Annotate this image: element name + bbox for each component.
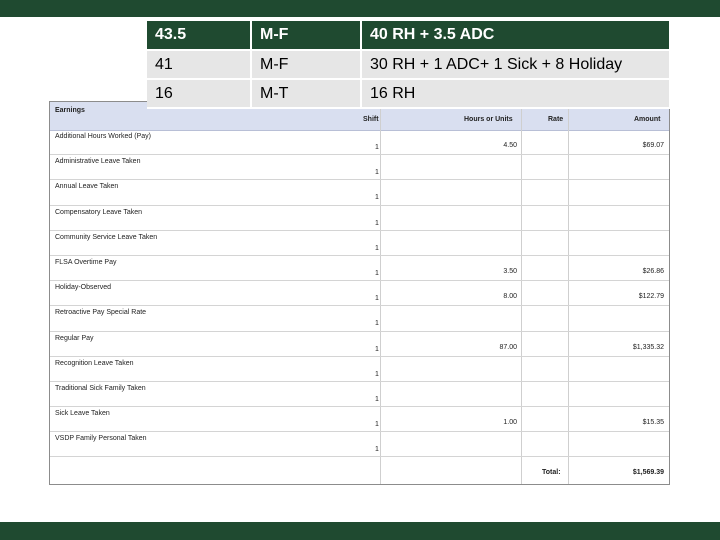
earning-hours: 87.00 [499,343,517,351]
earnings-row [50,332,669,357]
schedule-row [147,21,670,50]
earning-shift: 1 [375,446,379,454]
earning-type: Sick Leave Taken [55,410,110,418]
earning-type: Recognition Leave Taken [55,359,134,367]
earning-shift: 1 [375,244,379,252]
schedule-days: M-F [251,21,361,50]
earnings-row [50,357,669,382]
col-hours: Hours or Units [464,116,513,123]
col-shift: Shift [363,116,379,123]
earning-type: Holiday-Observed [55,284,112,292]
schedule-table [147,21,671,109]
earning-shift: 1 [375,194,379,202]
earnings-row [50,306,669,331]
earnings-row [50,155,669,180]
earnings-row [50,256,669,281]
schedule-days: M-F [251,50,361,79]
total-label: Total: [542,469,561,476]
earning-hours: 4.50 [503,142,517,149]
earnings-row [50,382,669,407]
earning-shift: 1 [375,169,379,177]
earning-shift: 1 [375,421,379,429]
earning-type: VSDP Family Personal Taken [55,435,147,443]
earning-shift: 1 [375,345,379,353]
schedule-row [147,79,670,108]
earning-type: FLSA Overtime Pay [55,258,117,266]
earnings-row [50,180,669,205]
earning-hours: 3.50 [503,267,517,275]
earnings-row [50,407,669,432]
schedule-row [147,50,670,79]
earnings-screenshot [49,101,670,485]
schedule-hours: 41 [147,50,251,79]
earning-hours: 1.00 [503,419,517,427]
earnings-title: Earnings [55,107,85,114]
schedule-breakdown: 40 RH + 3.5 ADC [361,21,670,50]
earning-type: Annual Leave Taken [55,183,119,191]
earnings-row [50,130,669,155]
earning-shift: 1 [375,370,379,378]
earnings-rows [50,130,669,457]
earning-shift: 1 [375,320,379,328]
earnings-total-row [50,460,669,486]
schedule-days: M-T [251,79,361,108]
earning-type: Administrative Leave Taken [55,158,141,166]
earnings-row [50,231,669,256]
col-rate: Rate [548,116,564,123]
earning-shift: 1 [375,269,379,277]
bottom-band [0,522,720,540]
earning-shift: 1 [375,219,379,227]
earning-type: Retroactive Pay Special Rate [55,309,147,317]
earning-type: Regular Pay [55,334,94,342]
earning-type: Community Service Leave Taken [55,233,158,241]
top-band [0,0,720,17]
earning-type: Additional Hours Worked (Pay) [55,133,151,140]
schedule-hours: 43.5 [147,21,251,50]
earning-hours: 8.00 [503,293,517,301]
schedule-breakdown: 30 RH + 1 ADC+ 1 Sick + 8 Holiday [361,50,670,79]
col-amount: Amount [634,116,661,123]
schedule-hours: 16 [147,79,251,108]
earning-type: Traditional Sick Family Taken [55,384,146,392]
earnings-row [50,206,669,231]
earnings-row [50,281,669,306]
earnings-row [50,432,669,457]
total-amount: $1,569.39 [632,469,664,476]
schedule-breakdown: 16 RH [361,79,670,108]
earning-amount: $26.86 [642,267,664,275]
earning-type: Compensatory Leave Taken [55,208,143,216]
earning-shift: 1 [375,295,379,303]
earning-shift: 1 [375,144,379,151]
earning-amount: $1,335.32 [632,343,664,351]
earning-shift: 1 [375,395,379,403]
earning-amount: $15.35 [642,419,664,427]
earning-amount: $69.07 [642,142,664,149]
earning-amount: $122.79 [638,293,664,301]
